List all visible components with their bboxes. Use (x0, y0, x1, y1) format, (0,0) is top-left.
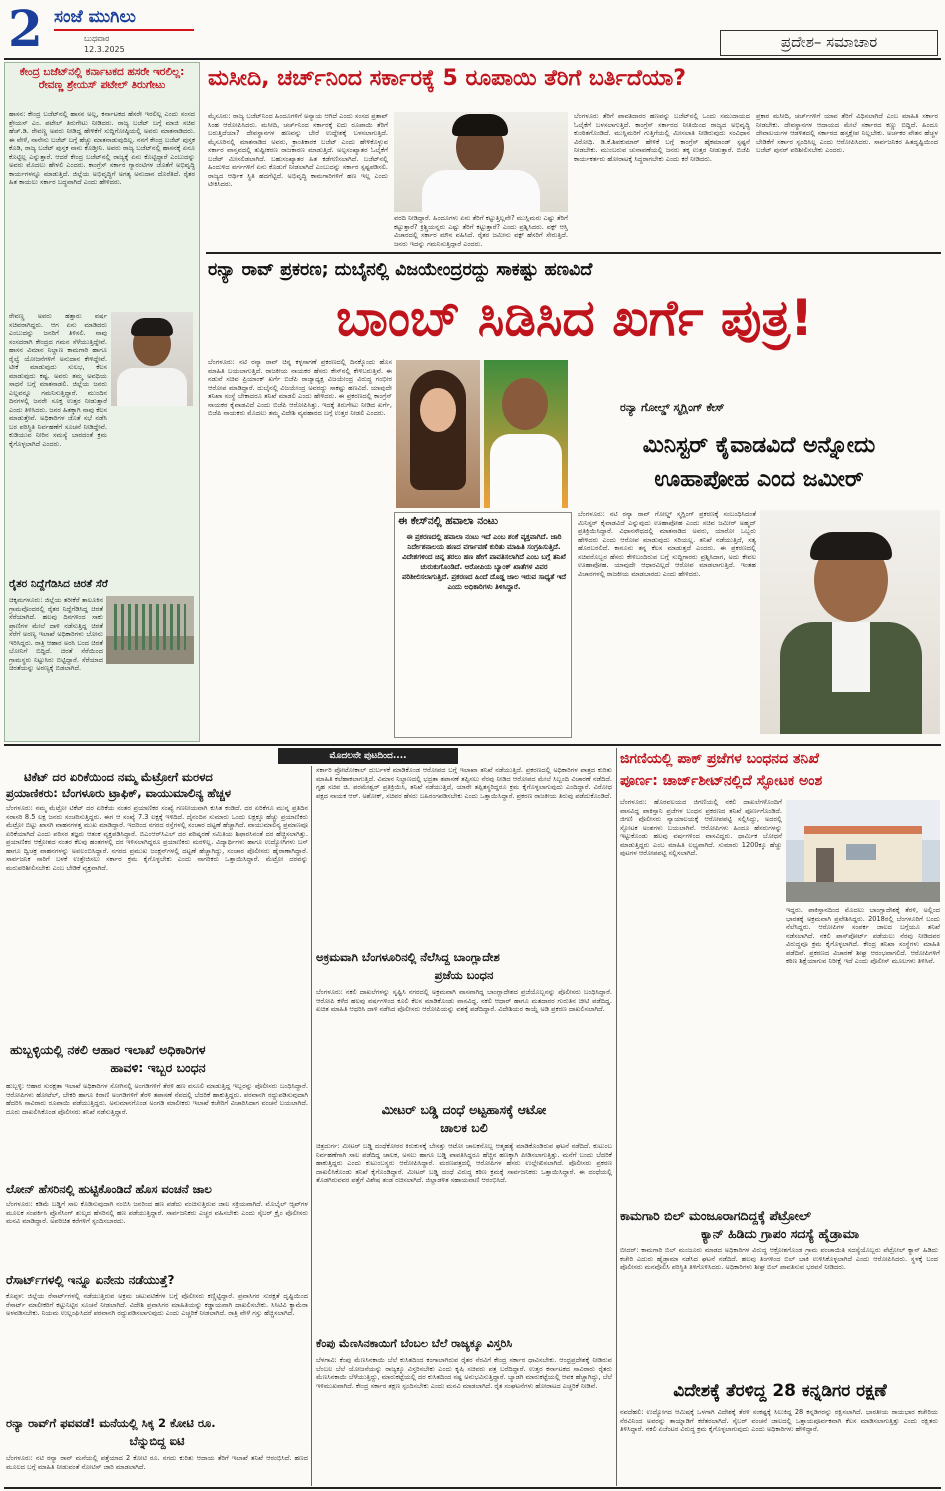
top-story-col-2: ವರದಿ ನೀಡಿದ್ದಾರೆ. ಹಿಂದೂಗಳು ಏನು ತೆರಿಗೆ ಕಟ್ಟುತ್ತಿಲ್ಲವೇ? ಮುಸ್ಲಿಮರು ಎಷ್ಟು ತೆರಿಗೆ ಕಟ್ಟುತ್ತಾರೆ? ಕ್ರಿಶ್ಚಿಯನ್ನರು ಎಷ್ಟು ತೆರಿಗೆ ಕಟ್ಟುತ್ತಾರೆ? ಎಂದು ಪ್ರಶ್ನಿಸಿದರು. ವಕ್ಫ್ ಆಸ್ತಿ ವಿಚಾರದಲ್ಲಿ ಸರ್ಕಾರ ಮೌನ ವಹಿಸಿದೆ. ರೈತರ ಜಮೀನು ವಕ್ಫ್ ಹೆಸರಿಗೆ ಸೇರುತ್ತಿದೆ. ಜನರು ಇದನ್ನು ಗಮನಿಸುತ್ತಿದ್ದಾರೆ ಎಂದರು. (394, 214, 568, 248)
day: ಬುಧವಾರ (84, 34, 110, 43)
page-number: 2 (8, 0, 43, 58)
top-story-col-3: ಬೆಂಗಳೂರು ತೆರಿಗೆ ಪಾವತಿದಾರರ ಹಣವನ್ನು ಬಜೆಟ್‌ನಲ್ಲಿ ಒಂದು ಸಮುದಾಯದ ಓಲೈಕೆಗೆ ಬಳಸಲಾಗುತ್ತಿದೆ. ಕಾಂಗ್ರೆಸ್ ಸರ್ಕಾರದ ನೀತಿಯಿಂದ ರಾಜ್ಯದ ಅಭಿವೃದ್ಧಿ ಕುಂಠಿತಗೊಂಡಿದೆ. ಮುಸ್ಲಿಮರಿಗೆ ಗುತ್ತಿಗೆಯಲ್ಲಿ ಮೀಸಲಾತಿ ನೀಡಿರುವುದು ಸಂವಿಧಾನ ವಿರೋಧಿ. ಡಿ.ಕೆ.ಶಿವಕುಮಾರ್ ಹೇಳಿಕೆ ಬಗ್ಗೆ ಕಾಂಗ್ರೆಸ್ ಹೈಕಮಾಂಡ್ ಸ್ಪಷ್ಟನೆ ನೀಡಬೇಕು. ಮುಂಬರುವ ಚುನಾವಣೆಯಲ್ಲಿ ಜನರು ತಕ್ಕ ಉತ್ತರ ನೀಡುತ್ತಾರೆ. ಬಿಜೆಪಿ ಕಾರ್ಯಕರ್ತರು ಹೋರಾಟಕ್ಕೆ ಸಿದ್ಧರಾಗಬೇಕು ಎಂದು ಕರೆ ನೀಡಿದರು. (574, 112, 750, 163)
zameer-photo (760, 510, 940, 734)
jigani-body: ಬೆಂಗಳೂರು: ಹೊರವಲಯದ ಜಿಗಣಿಯಲ್ಲಿ ನಕಲಿ ದಾಖಲೆಗಳೊಂದಿಗೆ ವಾಸವಿದ್ದ ಪಾಕಿಸ್ತಾನಿ ಪ್ರಜೆಗಳ ಬಂಧನ ಪ್ರಕರಣದ ತನಿಖೆ ಪೂರ್ಣಗೊಂಡಿದೆ. ಜಿಗಣಿ ಪೊಲೀಸರು ನ್ಯಾಯಾಲಯಕ್ಕೆ ಆರೋಪಪಟ್ಟಿ ಸಲ್ಲಿಸಿದ್ದು, ಅದರಲ್ಲಿ ಸ್ಫೋಟಕ ಅಂಶಗಳು ಬಯಲಾಗಿವೆ. ಆರೋಪಿಗಳು ಹಿಂದೂ ಹೆಸರುಗಳನ್ನು ಇಟ್ಟುಕೊಂಡು ಹಲವು ವರ್ಷಗಳಿಂದ ವಾಸವಿದ್ದರು. ಧಾರ್ಮಿಕ ಬೋಧನೆ ಮಾಡುತ್ತಿದ್ದರು ಎಂಬ ಮಾಹಿತಿ ಲಭ್ಯವಾಗಿದೆ. ಸುಮಾರು 1200ಕ್ಕೂ ಹೆಚ್ಚು ಪುಟಗಳ ಆರೋಪಪಟ್ಟಿ ಸಲ್ಲಿಸಲಾಗಿದೆ. (620, 798, 782, 857)
rescue-body: ನವದೆಹಲಿ: ಉದ್ಯೋಗದ ಆಮಿಷಕ್ಕೆ ಒಳಗಾಗಿ ವಿದೇಶಕ್ಕೆ ತೆರಳಿ ಸಂಕಷ್ಟಕ್ಕೆ ಸಿಲುಕಿದ್ದ 28 ಕನ್ನಡಿಗರನ್ನು ರಕ್ಷಿಸಲಾಗಿದೆ. ಭಾರತೀಯ ರಾಯಭಾರ ಕಚೇರಿಯ ನೆರವಿನಿಂದ ಅವರನ್ನು ತಾಯ್ನಾಡಿಗೆ ಕರೆತರಲಾಗಿದೆ. ಸೈಬರ್ ವಂಚನೆ ಜಾಲದಲ್ಲಿ ಒತ್ತಾಯಪೂರ್ವಕವಾಗಿ ಕೆಲಸ ಮಾಡಿಸಲಾಗುತ್ತಿತ್ತು ಎಂದು ರಕ್ಷಿತರು ತಿಳಿಸಿದ್ದಾರೆ. ನಕಲಿ ಏಜೆಂಟರ ವಿರುದ್ಧ ಕ್ರಮ ಕೈಗೊಳ್ಳಲಾಗುವುದು ಎಂದು ಅಧಿಕಾರಿಗಳು ಹೇಳಿದ್ದಾರೆ. (620, 1408, 938, 1433)
main-sub-body: ಬೆಂಗಳೂರು: ನಟಿ ರನ್ಯಾ ರಾವ್ ಗೋಲ್ಡ್ ಸ್ಮಗ್ಲಿಂಗ್ ಪ್ರಕರಣಕ್ಕೆ ಸಂಬಂಧಿಸಿದಂತೆ ಮಿನಿಸ್ಟರ್ ಕೈವಾಡವಿದೆ ಎನ್ನುವುದು ಊಹಾಪೋಹ ಎಂದು ಸಚಿವ ಜಮೀರ್ ಅಹ್ಮದ್ ಪ್ರತಿಕ್ರಿಯಿಸಿದ್ದಾರೆ. ವಿಧಾನಸೌಧದಲ್ಲಿ ಮಾತನಾಡಿದ ಅವರು, ಯಾರೋ ಒಬ್ಬರು ಹೇಳಿದರು ಎಂದು ಆರೋಪ ಮಾಡುವುದು ಸರಿಯಲ್ಲ. ತನಿಖೆ ನಡೆಯುತ್ತಿದೆ, ಸತ್ಯ ಹೊರಬರಲಿದೆ. ಕಾನೂನು ತನ್ನ ಕೆಲಸ ಮಾಡುತ್ತದೆ ಎಂದರು. ಈ ಪ್ರಕರಣದಲ್ಲಿ ಸಚಿವರೊಬ್ಬರ ಹೆಸರು ಕೇಳಿಬಂದಿರುವ ಬಗ್ಗೆ ಸುದ್ದಿಗಾರರು ಪ್ರಶ್ನಿಸಿದಾಗ, ಅದು ಕೇವಲ ಊಹಾಪೋಹ. ಯಾವುದೇ ಆಧಾರವಿಲ್ಲದೆ ಆರೋಪ ಮಾಡಲಾಗುತ್ತಿದೆ. ಇಂತಹ ವಿಚಾರಗಳಲ್ಲಿ ರಾಜಕೀಯ ಮಾಡಬಾರದು ಎಂದು ಹೇಳಿದರು. (578, 510, 756, 578)
petrol-headline-2: ಕ್ಯಾನ್ ಹಿಡಿದು ಗ್ರಾಪಂ ಸದಸ್ಯೆ ಹೈಡ್ರಾಮಾ (700, 1226, 860, 1241)
jigani-headline-1: ಜಿಗಣಿಯಲ್ಲಿ ಪಾಕ್ ಪ್ರಜೆಗಳ ಬಂಧನದ ತನಿಖೆ (620, 751, 819, 767)
auto-headline-2: ಚಾಲಕ ಬಲಿ (440, 1120, 488, 1135)
bottom-rule (4, 1487, 941, 1489)
main-sub-kicker: ರನ್ಯಾ ಗೋಲ್ಡ್ ಸ್ಮಗ್ಲಿಂಗ್ ಕೇಸ್ (620, 401, 725, 414)
hubli-headline-2: ಹಾವಳಿ: ಇಬ್ಬರ ಬಂಧನ (110, 1060, 206, 1075)
masthead-rule (54, 29, 194, 31)
top-rule (4, 58, 941, 60)
loan-body: ಬೆಂಗಳೂರು: ಕಡಿಮೆ ಬಡ್ಡಿಗೆ ಸಾಲ ಕೊಡಿಸುವುದಾಗಿ ನಂಬಿಸಿ ಜನರಿಂದ ಹಣ ಪಡೆದು ವಂಚಿಸುತ್ತಿರುವ ಜಾಲ ಸಕ್ರಿಯವಾಗಿದೆ. ಮೊಬೈಲ್ ಆ್ಯಪ್‌ಗಳ ಮೂಲಕ ಸಂಪರ್ಕಿಸಿ ಪ್ರೊಸೆಸಿಂಗ್ ಶುಲ್ಕದ ಹೆಸರಿನಲ್ಲಿ ಹಣ ಪಡೆಯುತ್ತಿದ್ದಾರೆ. ಸಾರ್ವಜನಿಕರು ಎಚ್ಚರ ವಹಿಸಬೇಕು ಎಂದು ಸೈಬರ್ ಕ್ರೈಂ ಪೊಲೀಸರು ಮನವಿ ಮಾಡಿದ್ದಾರೆ. ಅಪರಿಚಿತ ಕರೆಗಳಿಗೆ ಸ್ಪಂದಿಸಬಾರದು. (6, 1200, 308, 1225)
metro-body: ಬೆಂಗಳೂರು: ನಮ್ಮ ಮೆಟ್ರೋ ಟಿಕೆಟ್ ದರ ಏರಿಕೆಯ ನಂತರ ಪ್ರಯಾಣಿಕರ ಸಂಖ್ಯೆ ಗಣನೀಯವಾಗಿ ಕುಸಿತ ಕಂಡಿದೆ. ದರ ಏರಿಕೆಗೂ ಮುನ್ನ ಪ್ರತಿದಿನ ಸರಾಸರಿ 8.5 ಲಕ್ಷ ಜನರು ಸಂಚರಿಸುತ್ತಿದ್ದರು. ಈಗ ಆ ಸಂಖ್ಯೆ 7.3 ಲಕ್ಷಕ್ಕೆ ಇಳಿದಿದೆ. ದೈನಂದಿನ ಸುಮಾರು ಒಂದು ಲಕ್ಷಕ್ಕೂ ಹೆಚ್ಚು ಪ್ರಯಾಣಿಕರು ಮೆಟ್ರೋ ಬಿಟ್ಟು ಖಾಸಗಿ ವಾಹನಗಳತ್ತ ಮುಖ ಮಾಡಿದ್ದಾರೆ. ಇದರಿಂದ ನಗರದ ರಸ್ತೆಗಳಲ್ಲಿ ಸಂಚಾರ ದಟ್ಟಣೆ ಹೆಚ್ಚಾಗಿದೆ. ವಾಯುಮಾಲಿನ್ಯ ಪ್ರಮಾಣವೂ ಏರಿಕೆಯಾಗಿದೆ ಎಂದು ಪರಿಸರ ತಜ್ಞರು ಆತಂಕ ವ್ಯಕ್ತಪಡಿಸಿದ್ದಾರೆ. ಬಿಎಂಆರ್‌ಸಿಎಲ್ ದರ ಪರಿಷ್ಕರಣೆ ಸಮಿತಿಯ ಶಿಫಾರಸಿನಂತೆ ದರ ಹೆಚ್ಚಿಸಲಾಗಿತ್ತು. ಪ್ರಯಾಣಿಕರ ಆಕ್ರೋಶದ ನಂತರ ಕೆಲವು ಹಂತಗಳಲ್ಲಿ ದರ ಇಳಿಸಲಾಗಿದ್ದರೂ ಪ್ರಯಾಣಿಕರು ಮರಳಿಲ್ಲ. ವಿದ್ಯಾರ್ಥಿಗಳು ಹಾಗೂ ಉದ್ಯೋಗಿಗಳು ಬಸ್ ಹಾಗೂ ದ್ವಿಚಕ್ರ ವಾಹನಗಳನ್ನು ಅವಲಂಬಿಸಿದ್ದಾರೆ. ನಗರದ ಪ್ರಮುಖ ಜಂಕ್ಷನ್‌ಗಳಲ್ಲಿ ದಟ್ಟಣೆ ಹೆಚ್ಚಾಗಿದ್ದು, ಸಂಚಾರ ಪೊಲೀಸರು ಹೈರಾಣಾಗಿದ್ದಾರೆ. ಸಾರ್ವಜನಿಕ ಸಾರಿಗೆ ಬಳಕೆ ಉತ್ತೇಜಿಸಲು ಸರ್ಕಾರ ಕ್ರಮ ಕೈಗೊಳ್ಳಬೇಕು ಎಂದು ನಾಗರಿಕರು ಒತ್ತಾಯಿಸಿದ್ದಾರೆ. ಮೆಟ್ರೋ ದರವನ್ನು ಮರುಪರಿಶೀಲಿಸಬೇಕು ಎಂಬ ಬೇಡಿಕೆ ವ್ಯಕ್ತವಾಗಿದೆ. (6, 804, 308, 872)
hubli-headline-1: ಹುಬ್ಬಳ್ಳಿಯಲ್ಲಿ ನಕಲಿ ಆಹಾರ ಇಲಾಖೆ ಅಧಿಕಾರಿಗಳ (10, 1042, 206, 1057)
chilli-body: ಬೆಳಗಾವಿ: ಕೆಂಪು ಮೆಣಸಿನಕಾಯಿ ಬೆಲೆ ಕುಸಿತದಿಂದ ಕಂಗಾಲಾಗಿರುವ ರೈತರ ನೆರವಿಗೆ ಕೇಂದ್ರ ಸರ್ಕಾರ ಧಾವಿಸಬೇಕು. ಆಂಧ್ರಪ್ರದೇಶಕ್ಕೆ ನೀಡಿರುವ ಬೆಂಬಲ ಬೆಲೆ ಯೋಜನೆಯನ್ನು ರಾಜ್ಯಕ್ಕೂ ವಿಸ್ತರಿಸಬೇಕು ಎಂದು ಕೃಷಿ ಸಚಿವರು ಪತ್ರ ಬರೆದಿದ್ದಾರೆ. ಉತ್ತರ ಕರ್ನಾಟಕದ ಸಾವಿರಾರು ರೈತರು ಮೆಣಸಿನಕಾಯಿ ಬೆಳೆಯುತ್ತಿದ್ದು, ಮಾರುಕಟ್ಟೆಯಲ್ಲಿ ದರ ಕುಸಿತದಿಂದ ನಷ್ಟ ಅನುಭವಿಸುತ್ತಿದ್ದಾರೆ. ಬ್ಯಾಡಗಿ ಮಾರುಕಟ್ಟೆಯಲ್ಲಿ ಆವಕ ಹೆಚ್ಚಾಗಿದ್ದು, ಬೆಲೆ ಇಳಿಮುಖವಾಗಿದೆ. ಕೇಂದ್ರ ಸರ್ಕಾರ ತಕ್ಷಣ ಸ್ಪಂದಿಸಬೇಕು ಎಂದು ಮನವಿ ಮಾಡಲಾಗಿದೆ. ರೈತ ಸಂಘಟನೆಗಳು ಹೋರಾಟದ ಎಚ್ಚರಿಕೆ ನೀಡಿವೆ. (316, 1356, 612, 1390)
bangla-body: ಬೆಂಗಳೂರು: ನಕಲಿ ದಾಖಲೆಗಳನ್ನು ಸೃಷ್ಟಿಸಿ ನಗರದಲ್ಲಿ ಅಕ್ರಮವಾಗಿ ವಾಸವಾಗಿದ್ದ ಬಾಂಗ್ಲಾದೇಶದ ಪ್ರಜೆಯೊಬ್ಬನನ್ನು ಪೊಲೀಸರು ಬಂಧಿಸಿದ್ದಾರೆ. ಆರೋಪಿ ಕಳೆದ ಹಲವು ವರ್ಷಗಳಿಂದ ಕೂಲಿ ಕೆಲಸ ಮಾಡಿಕೊಂಡು ವಾಸವಿದ್ದ. ನಕಲಿ ಆಧಾರ್ ಹಾಗೂ ಮತದಾರರ ಗುರುತಿನ ಚೀಟಿ ಪಡೆದಿದ್ದ. ಖಚಿತ ಮಾಹಿತಿ ಆಧರಿಸಿ ದಾಳಿ ನಡೆಸಿದ ಪೊಲೀಸರು ಆರೋಪಿಯನ್ನು ವಶಕ್ಕೆ ಪಡೆದಿದ್ದಾರೆ. ವಿದೇಶಿಯರ ಕಾಯ್ದೆ ಅಡಿ ಪ್ರಕರಣ ದಾಖಲಿಸಲಾಗಿದೆ. (316, 988, 612, 1013)
leopard-cage-photo (106, 596, 194, 664)
hawala-box-body: ಈ ಪ್ರಕರಣದಲ್ಲಿ ಹವಾಲಾ ನಂಟು ಇದೆ ಎಂಬ ಶಂಕೆ ವ್ಯಕ್ತವಾಗಿದೆ. ಜಾರಿ ನಿರ್ದೇಶನಾಲಯ ಹಣದ ವರ್ಗಾವಣೆ ಕುರಿತು ಮಾಹಿತಿ ಸಂಗ್ರಹಿಸುತ್ತಿದೆ. ವಿದೇಶಗಳಿಂದ ಚಿನ್ನ ತರಲು ಹಣ ಹೇಗೆ ಪಾವತಿಸಲಾಗಿದೆ ಎಂಬ ಬಗ್ಗೆ ತನಿಖೆ ಚುರುಕುಗೊಂಡಿದೆ. ಆರೋಪಿಯ ಬ್ಯಾಂಕ್ ಖಾತೆಗಳ ವಿವರ ಪರಿಶೀಲಿಸಲಾಗುತ್ತಿದೆ. ಪ್ರಕರಣದ ಹಿಂದೆ ದೊಡ್ಡ ಜಾಲ ಇರುವ ಸಾಧ್ಯತೆ ಇದೆ ಎಂದು ಅಧಿಕಾರಿಗಳು ತಿಳಿಸಿದ್ದಾರೆ. (401, 533, 567, 591)
loan-headline: ಲೋನ್ ಹೆಸರಿನಲ್ಲಿ ಹುಟ್ಟಿಕೊಂಡಿದೆ ಹೊಸ ವಂಚನೆ ಜಾಲ (6, 1182, 212, 1196)
resort-headline: ರೆಸಾರ್ಟ್‌ಗಳಲ್ಲಿ ಇನ್ನೂ ಏನೇನು ನಡೆಯುತ್ತೆ? (6, 1273, 175, 1287)
ranya-vijayendra-photo (396, 360, 568, 508)
top-story-rule (206, 252, 941, 254)
auto-headline-1: ಮೀಟರ್ ಬಡ್ಡಿ ದಂಧೆ ಅಟ್ಟಹಾಸಕ್ಕೆ ಆಟೋ (381, 1102, 547, 1117)
main-headline: ಬಾಂಬ್ ಸಿಡಿಸಿದ ಖರ್ಗೆ ಪುತ್ರ! (336, 289, 813, 347)
hubli-body: ಹುಬ್ಬಳ್ಳಿ: ಆಹಾರ ಸುರಕ್ಷತಾ ಇಲಾಖೆ ಅಧಿಕಾರಿಗಳ ಸೋಗಿನಲ್ಲಿ ಅಂಗಡಿಗಳಿಗೆ ತೆರಳಿ ಹಣ ವಸೂಲಿ ಮಾಡುತ್ತಿದ್ದ ಇಬ್ಬರನ್ನು ಪೊಲೀಸರು ಬಂಧಿಸಿದ್ದಾರೆ. ಆರೋಪಿಗಳು ಹೋಟೆಲ್, ಬೇಕರಿ ಹಾಗೂ ಕಿರಾಣಿ ಅಂಗಡಿಗಳಿಗೆ ತೆರಳಿ ತಪಾಸಣೆ ನೆಪದಲ್ಲಿ ಬೆದರಿಕೆ ಹಾಕುತ್ತಿದ್ದರು. ಪರವಾನಗಿ ರದ್ದುಪಡಿಸುವುದಾಗಿ ಹೆದರಿಸಿ ಸಾವಿರಾರು ರೂಪಾಯಿ ಪಡೆಯುತ್ತಿದ್ದರು. ಅನುಮಾನಗೊಂಡ ಅಂಗಡಿ ಮಾಲೀಕರು ಇಲಾಖೆ ಕಚೇರಿಗೆ ವಿಚಾರಿಸಿದಾಗ ವಂಚನೆ ಬಯಲಾಗಿದೆ. ದೂರು ದಾಖಲಿಸಿಕೊಂಡ ಪೊಲೀಸರು ತನಿಖೆ ನಡೆಸುತ್ತಿದ್ದಾರೆ. (6, 1082, 308, 1116)
top-story-col-1: ಮೈಸೂರು: ರಾಜ್ಯ ಬಜೆಟ್‌ನಿಂದ ಹಿಂದೂಗಳಿಗೆ ಅನ್ಯಾಯ ಆಗಿದೆ ಎಂದು ಸಂಸದ ಪ್ರತಾಪ್ ಸಿಂಹ ಆರೋಪಿಸಿದರು. ಮಸೀದಿ, ಚರ್ಚ್‌ನಿಂದ ಸರ್ಕಾರಕ್ಕೆ ಐದು ರೂಪಾಯಿ ತೆರಿಗೆ ಬರುತ್ತಿದೆಯಾ? ದೇವಸ್ಥಾನಗಳ ಹಣವನ್ನು ಬೇರೆ ಉದ್ದೇಶಕ್ಕೆ ಬಳಸಲಾಗುತ್ತಿದೆ. ಮೈಸೂರಿನಲ್ಲಿ ಮಾತನಾಡಿದ ಅವರು, ಕ್ರಾಂತಿಕಾರಕ ಬಜೆಟ್ ಎಂದು ಹೇಳಿಕೊಳ್ಳುವ ಸರ್ಕಾರ ವಾಸ್ತವದಲ್ಲಿ ತುಷ್ಟೀಕರಣ ರಾಜಕಾರಣ ಮಾಡುತ್ತಿದೆ. ಅಲ್ಪಸಂಖ್ಯಾತರ ಓಲೈಕೆಗೆ ಬಜೆಟ್ ಮೀಸಲಿಡಲಾಗಿದೆ. ಬಹುಸಂಖ್ಯಾತರ ಹಿತ ಕಡೆಗಣಿಸಲಾಗಿದೆ. ಬಜೆಟ್‌ನಲ್ಲಿ ಹಿಂದುಳಿದ ವರ್ಗಗಳಿಗೆ ಏನು ಕೊಡುಗೆ ನೀಡಲಾಗಿದೆ ಎಂಬುದನ್ನು ಸರ್ಕಾರ ಸ್ಪಷ್ಟಪಡಿಸಲಿ. ರಾಜ್ಯದ ಆರ್ಥಿಕ ಸ್ಥಿತಿ ಹದಗೆಟ್ಟಿದೆ. ಅಭಿವೃದ್ಧಿ ಕಾಮಗಾರಿಗಳಿಗೆ ಹಣ ಇಲ್ಲ ಎಂದು ಟೀಕಿಸಿದರು. (208, 112, 388, 188)
top-story-col-4: ಪ್ರಕಾರ ಮಸೀದಿ, ಚರ್ಚ್‌ಗಳಿಗೆ ಯಾವ ತೆರಿಗೆ ವಿಧಿಸಲಾಗಿದೆ ಎಂಬ ಮಾಹಿತಿ ಸರ್ಕಾರ ನೀಡಬೇಕು. ದೇವಸ್ಥಾನಗಳ ಆದಾಯದ ಮೇಲೆ ಸರ್ಕಾರದ ಕಣ್ಣು ಬಿದ್ದಿದೆ. ಹಿಂದೂ ದೇವಾಲಯಗಳ ಆಡಳಿತದಲ್ಲಿ ಸರ್ಕಾರದ ಹಸ್ತಕ್ಷೇಪ ನಿಲ್ಲಬೇಕು. ಅರ್ಚಕರ ವೇತನ ಹೆಚ್ಚಳ ಬೇಡಿಕೆಗೆ ಸರ್ಕಾರ ಸ್ಪಂದಿಸಿಲ್ಲ ಎಂದು ಆರೋಪಿಸಿದರು. ಸಾರ್ವಜನಿಕರ ಹಿತದೃಷ್ಟಿಯಿಂದ ಬಜೆಟ್ ಪುನರ್ ಪರಿಶೀಲಿಸಬೇಕು ಎಂದರು. (756, 112, 938, 154)
left-headline: ಕೇಂದ್ರ ಬಜೆಟ್‌ನಲ್ಲಿ ಕರ್ನಾಟಕದ ಹಸರೇ ಇರಲಿಲ್ಲ: ರೇವಣ್ಣ ಶ್ರೇಯಸ್ ಪಟೇಲ್ ತಿರುಗೇಟು (19, 66, 185, 91)
main-kicker: ರನ್ಯಾ ರಾವ್ ಪ್ರಕರಣ; ದುಬೈನಲ್ಲಿ ವಿಜಯೇಂದ್ರರದ್ದು ಸಾಕಷ್ಟು ಹಣವಿದೆ (208, 260, 593, 280)
bangla-headline-1: ಅಕ್ರಮವಾಗಿ ಬೆಂಗಳೂರಿನಲ್ಲಿ ನೆಲೆಸಿದ್ದ ಬಾಂಗ್ಲಾದೇಶ (316, 950, 500, 964)
jigani-body-3 (620, 1026, 782, 1206)
resort-body: ಕೊಪ್ಪಳ: ಜಿಲ್ಲೆಯ ರೆಸಾರ್ಟ್‌ಗಳಲ್ಲಿ ನಡೆಯುತ್ತಿರುವ ಅಕ್ರಮ ಚಟುವಟಿಕೆಗಳ ಬಗ್ಗೆ ಪೊಲೀಸರು ಕಣ್ಣಿಟ್ಟಿದ್ದಾರೆ. ಪ್ರವಾಸಿಗರ ಸುರಕ್ಷತೆ ದೃಷ್ಟಿಯಿಂದ ರೆಸಾರ್ಟ್ ಮಾಲೀಕರಿಗೆ ಕಟ್ಟುನಿಟ್ಟಿನ ಸೂಚನೆ ನೀಡಲಾಗಿದೆ. ವಿದೇಶಿ ಪ್ರವಾಸಿಗರ ಮಾಹಿತಿಯನ್ನು ಕಡ್ಡಾಯವಾಗಿ ದಾಖಲಿಸಬೇಕು. ಸಿಸಿಟಿವಿ ಕ್ಯಾಮೆರಾ ಅಳವಡಿಸಬೇಕು. ನಿಯಮ ಉಲ್ಲಂಘಿಸಿದರೆ ಪರವಾನಗಿ ರದ್ದುಪಡಿಸಲಾಗುವುದು ಎಂದು ಎಚ್ಚರಿಕೆ ನೀಡಲಾಗಿದೆ. ರಾತ್ರಿ ವೇಳೆ ಗಸ್ತು ಹೆಚ್ಚಿಸಲಾಗಿದೆ. (6, 1292, 308, 1317)
bangla-headline-2: ಪ್ರಜೆಯ ಬಂಧನ (434, 968, 494, 982)
left-body-2b (9, 410, 195, 572)
continued-label: ಮೊದಲನೇ ಪುಟದಿಂದ.... (278, 748, 458, 764)
main-sub-headline-2: ಊಹಾಪೋಹ ಎಂದ ಜಮೀರ್ (654, 467, 864, 492)
section-label: ಪ್ರದೇಶ– ಸಮಾಚಾರ (720, 30, 938, 56)
middle-top-body: ಸರ್ಕಾರಿ ಪ್ರೋಟೋಕಾಲ್ ದುರ್ಬಳಕೆ ಮಾಡಿಕೊಂಡ ಆರೋಪದ ಬಗ್ಗೆ ಇಲಾಖಾ ತನಿಖೆ ನಡೆಯುತ್ತಿದೆ. ಪ್ರಕರಣದಲ್ಲಿ ಅಧಿಕಾರಿಗಳ ಪಾತ್ರದ ಕುರಿತು ಮಾಹಿತಿ ಕಲೆಹಾಕಲಾಗುತ್ತಿದೆ. ವಿಮಾನ ನಿಲ್ದಾಣದಲ್ಲಿ ಭದ್ರತಾ ತಪಾಸಣೆ ತಪ್ಪಿಸಲು ನೆರವು ನೀಡಿದ ಆರೋಪದ ಮೇಲೆ ಸಿಬ್ಬಂದಿ ವಿಚಾರಣೆ ನಡೆದಿದೆ. ಗೃಹ ಸಚಿವ ಜಿ. ಪರಮೇಶ್ವರ್ ಪ್ರತಿಕ್ರಿಯಿಸಿ, ತನಿಖೆ ನಡೆಯುತ್ತಿದೆ, ಯಾರೇ ತಪ್ಪಿತಸ್ಥರಿದ್ದರೂ ಕ್ರಮ ಕೈಗೊಳ್ಳಲಾಗುವುದು ಎಂದಿದ್ದಾರೆ. ವಿರೋಧ ಪಕ್ಷದ ನಾಯಕ ಆರ್. ಅಶೋಕ್, ಸಚಿವರ ಹೆಸರು ಬಹಿರಂಗಪಡಿಸಬೇಕು ಎಂದು ಒತ್ತಾಯಿಸಿದ್ದಾರೆ. ಪ್ರಕರಣ ರಾಜಕೀಯ ತಿರುವು ಪಡೆದುಕೊಂಡಿದೆ. (316, 766, 612, 800)
left-body-3: ಚಿಕ್ಕಮಗಳೂರು: ಜಿಲ್ಲೆಯ ತರೀಕೆರೆ ತಾಲೂಕಿನ ಗ್ರಾಮವೊಂದರಲ್ಲಿ ರೈತರ ನಿದ್ದೆಗೆಡಿಸಿದ್ದ ಚಿರತೆ ಸೆರೆಯಾಗಿದೆ. ಹಲವು ದಿನಗಳಿಂದ ಸಾಕು ಪ್ರಾಣಿಗಳ ಮೇಲೆ ದಾಳಿ ನಡೆಸುತ್ತಿದ್ದ ಚಿರತೆ ಸೆರೆಗೆ ಅರಣ್ಯ ಇಲಾಖೆ ಅಧಿಕಾರಿಗಳು ಬೋನು ಇರಿಸಿದ್ದರು. ರಾತ್ರಿ ಆಹಾರ ಅರಸಿ ಬಂದ ಚಿರತೆ ಬೋನಿಗೆ ಬಿದ್ದಿದೆ. ಚಿರತೆ ಸೆರೆಯಿಂದ ಗ್ರಾಮಸ್ಥರು ನಿಟ್ಟುಸಿರು ಬಿಟ್ಟಿದ್ದಾರೆ. ಸೆರೆಯಾದ ಚಿರತೆಯನ್ನು ಅರಣ್ಯಕ್ಕೆ ಬಿಡಲಾಗಿದೆ. (9, 596, 103, 672)
paper-name: ಸಂಜೆ ಮುಗಿಲು (54, 7, 136, 27)
left-body-1: ಹಾಸನ: ಕೇಂದ್ರ ಬಜೆಟ್‌ನಲ್ಲಿ ಹಾಸನ ಅಲ್ಲ, ಕರ್ನಾಟಕದ ಹೆಸರೇ ಇರಲಿಲ್ಲ ಎಂದು ಸಂಸದ ಶ್ರೇಯಸ್ ಎಂ. ಪಟೇಲ್ ತಿರುಗೇಟು ನೀಡಿದರು. ರಾಜ್ಯ ಬಜೆಟ್ ಬಗ್ಗೆ ಮಾಜಿ ಸಚಿವ ಹೆಚ್.ಡಿ. ರೇವಣ್ಣ ಅವರು ನೀಡಿದ್ದ ಹೇಳಿಕೆಗೆ ಸುದ್ದಿಗೋಷ್ಠಿಯಲ್ಲಿ ಅವರು ಮಾತನಾಡಿದರು. ಈ ವೇಳೆ, ನಾನೇನು ಬಜೆಟ್ ಬಗ್ಗೆ ಹೆಚ್ಚು ಮಾತನಾಡುವುದಿಲ್ಲ. ನನಗೆ ಕೇಂದ್ರ ಬಜೆಟ್ ಪುಸ್ತಕ ಕೊಡಿ, ರಾಜ್ಯ ಬಜೆಟ್ ಪುಸ್ತಕ ನಾನು ಕೊಡ್ತೀನಿ. ಅವರು ರಾಜ್ಯ ಬಜೆಟ್‌ನಲ್ಲಿ ಹಾಸನಕ್ಕೆ ಏನೂ ಕೊಟ್ಟಿಲ್ಲ ಎನ್ನುತ್ತಾರೆ. ಆದರೆ ಕೇಂದ್ರ ಬಜೆಟ್‌ನಲ್ಲಿ ರಾಜ್ಯಕ್ಕೆ ಏನು ಕೊಟ್ಟಿದ್ದಾರೆ ಎಂಬುದನ್ನು ಅವರು ಮೊದಲು ಹೇಳಲಿ ಎಂದರು. ಕಾಂಗ್ರೆಸ್ ಸರ್ಕಾರ ಗ್ಯಾರಂಟಿಗಳ ಜೊತೆಗೆ ಅಭಿವೃದ್ಧಿ ಕಾರ್ಯಗಳನ್ನೂ ಮಾಡುತ್ತಿದೆ. ಜಿಲ್ಲೆಯ ಅಭಿವೃದ್ಧಿಗೆ ಅಗತ್ಯ ಅನುದಾನ ದೊರೆತಿದೆ. ರೈತರ ಹಿತ ಕಾಯಲು ಸರ್ಕಾರ ಬದ್ಧವಾಗಿದೆ ಎಂದು ಹೇಳಿದರು. (9, 110, 195, 186)
vrule-left (311, 766, 312, 1486)
left-body-2: ರೇವಣ್ಣ ಅವರು ಹತ್ತಾರು ವರ್ಷ ಸಚಿವರಾಗಿದ್ದರು. ಆಗ ಏನು ಮಾಡಿದರು ಎಂಬುದನ್ನು ಜನರಿಗೆ ತಿಳಿಸಲಿ. ನಾವು ಸಂಸದರಾಗಿ ಕೇಂದ್ರದ ಗಮನ ಸೆಳೆಯುತ್ತಿದ್ದೇವೆ. ಹಾಸನ ವಿಮಾನ ನಿಲ್ದಾಣ ಕಾಮಗಾರಿ ಹಾಗೂ ರೈಲ್ವೆ ಯೋಜನೆಗಳಿಗೆ ಅನುದಾನ ಕೇಳಿದ್ದೇವೆ. ಟೀಕೆ ಮಾಡುವುದು ಸುಲಭ, ಕೆಲಸ ಮಾಡುವುದು ಕಷ್ಟ. ಅವರು ತಮ್ಮ ಅವಧಿಯ ಸಾಧನೆ ಬಗ್ಗೆ ಮಾತನಾಡಲಿ. ಜಿಲ್ಲೆಯ ಜನರು ಎಲ್ಲವನ್ನೂ ಗಮನಿಸುತ್ತಿದ್ದಾರೆ. ಮುಂದಿನ ದಿನಗಳಲ್ಲಿ ಜನರೇ ಸೂಕ್ತ ಉತ್ತರ ನೀಡುತ್ತಾರೆ ಎಂದು ತಿಳಿಸಿದರು. ಜನರ ಹಿತಕ್ಕಾಗಿ ನಾವು ಕೆಲಸ ಮಾಡುತ್ತೇವೆ. ಅಧಿಕಾರಿಗಳ ಜೊತೆ ಸಭೆ ನಡೆಸಿ ಬರ ಪರಿಸ್ಥಿತಿ ನಿರ್ವಹಣೆಗೆ ಸೂಚನೆ ನೀಡಿದ್ದೇವೆ. ಕುಡಿಯುವ ನೀರಿನ ಸಮಸ್ಯೆ ಬಾರದಂತೆ ಕ್ರಮ ಕೈಗೊಳ್ಳಲಾಗಿದೆ ಎಂದರು. (9, 312, 107, 448)
jigani-headline-2: ಪೂರ್ಣ: ಚಾರ್ಜ್‌ಶೀಟ್‌ನಲ್ಲಿದೆ ಸ್ಫೋಟಕ ಅಂಶ (620, 773, 823, 789)
ranya-home-body: ಬೆಂಗಳೂರು: ನಟಿ ರನ್ಯಾ ರಾವ್ ಮನೆಯಲ್ಲಿ ಪತ್ತೆಯಾದ 2 ಕೋಟಿ ರೂ. ನಗದು ಕುರಿತು ಆದಾಯ ತೆರಿಗೆ ಇಲಾಖೆ ತನಿಖೆ ಆರಂಭಿಸಿದೆ. ಹಣದ ಮೂಲದ ಬಗ್ಗೆ ಮಾಹಿತಿ ನೀಡುವಂತೆ ನೋಟಿಸ್ ಜಾರಿ ಮಾಡಲಾಗಿದೆ. (6, 1454, 308, 1471)
mid-rule (4, 744, 941, 746)
auto-body: ಚಿತ್ರದುರ್ಗ: ಮೀಟರ್ ಬಡ್ಡಿ ದಂಧೆಕೋರರ ಕಿರುಕುಳಕ್ಕೆ ಬೇಸತ್ತು ಆಟೋ ಚಾಲಕನೊಬ್ಬ ಆತ್ಮಹತ್ಯೆ ಮಾಡಿಕೊಂಡಿರುವ ಘಟನೆ ನಡೆದಿದೆ. ಕುಟುಂಬ ನಿರ್ವಹಣೆಗಾಗಿ ಸಾಲ ಪಡೆದಿದ್ದ ಚಾಲಕ, ಅಸಲು ಹಾಗೂ ಬಡ್ಡಿ ಪಾವತಿಸಿದ್ದರೂ ಹೆಚ್ಚಿನ ಹಣಕ್ಕಾಗಿ ಪೀಡಿಸಲಾಗುತ್ತಿತ್ತು. ಮನೆಗೆ ಬಂದು ಬೆದರಿಕೆ ಹಾಕುತ್ತಿದ್ದರು ಎಂದು ಕುಟುಂಬಸ್ಥರು ಆರೋಪಿಸಿದ್ದಾರೆ. ಮರಣಪತ್ರದಲ್ಲಿ ಆರೋಪಿಗಳ ಹೆಸರು ಉಲ್ಲೇಖಿಸಲಾಗಿದೆ. ಪೊಲೀಸರು ಪ್ರಕರಣ ದಾಖಲಿಸಿಕೊಂಡು ತನಿಖೆ ಕೈಗೊಂಡಿದ್ದಾರೆ. ಮೀಟರ್ ಬಡ್ಡಿ ದಂಧೆ ವಿರುದ್ಧ ಕಠಿಣ ಕ್ರಮಕ್ಕೆ ಸಾರ್ವಜನಿಕರು ಒತ್ತಾಯಿಸಿದ್ದಾರೆ. ಈ ದಂಧೆಯಲ್ಲಿ ತೊಡಗಿರುವವರ ಪತ್ತೆಗೆ ವಿಶೇಷ ತಂಡ ರಚಿಸಲಾಗಿದೆ. ಜಿಲ್ಲಾಡಳಿತ ಸಹಾಯವಾಣಿ ಆರಂಭಿಸಿದೆ. (316, 1142, 612, 1184)
chilli-headline: ಕೆಂಪು ಮೆಣಸಿನಕಾಯಿಗೆ ಬೆಂಬಲ ಬೆಲೆ ರಾಜ್ಯಕ್ಕೂ ವಿಸ್ತರಿಸಿ (316, 1337, 513, 1350)
hawala-box-title: ಈ ಕೇಸ್‌ನಲ್ಲಿ ಹವಾಲಾ ನಂಟು (398, 515, 498, 527)
revanna-photo (111, 312, 193, 406)
ranya-home-headline-1: ರನ್ಯಾ ರಾವ್‌ಗೆ ಫವವಡೆ! ಮನೆಯಲ್ಲಿ ಸಿಕ್ಕ 2 ಕೋಟಿ ರೂ. (6, 1416, 216, 1430)
metro-headline-1: ಟಿಕೆಟ್ ದರ ಏರಿಕೆಯಿಂದ ನಮ್ಮ ಮೆಟ್ರೋಗೆ ಮರಳದ (24, 770, 213, 784)
main-sub-headline-1: ಮಿನಿಸ್ಟರ್ ಕೈವಾಡವಿದೆ ಅನ್ನೋದು (642, 433, 876, 458)
ranya-home-headline-2: ಬೆನ್ನುಬಿದ್ದ ಐಟಿ (129, 1434, 185, 1448)
pratap-simha-photo (394, 112, 568, 212)
left-subhead: ರೈತರ ನಿದ್ದೆಗೆಡಿಸಿದ ಚಿರತೆ ಸೆರೆ (9, 578, 108, 590)
vrule-right (616, 748, 617, 1486)
rescue-headline: ವಿದೇಶಕ್ಕೆ ತೆರಳಿದ್ದ 28 ಕನ್ನಡಿಗರ ರಕ್ಷಣೆ (673, 1381, 887, 1401)
jigani-building-photo (786, 800, 940, 902)
metro-headline-2: ಪ್ರಯಾಣಿಕರು: ಬೆಂಗಳೂರು ಟ್ರಾಫಿಕ್, ವಾಯುಮಾಲಿನ್ಯ ಹೆಚ್ಚಳ (6, 786, 231, 800)
masthead (4, 0, 200, 58)
jigani-body-2: ಇದ್ದರು. ಪಾಕಿಸ್ತಾನದಿಂದ ಮೊದಲು ಬಾಂಗ್ಲಾದೇಶಕ್ಕೆ ತೆರಳಿ, ಅಲ್ಲಿಂದ ಭಾರತಕ್ಕೆ ಅಕ್ರಮವಾಗಿ ಪ್ರವೇಶಿಸಿದ್ದರು. 2018ರಲ್ಲಿ ಬೆಂಗಳೂರಿಗೆ ಬಂದು ನೆಲೆಸಿದ್ದರು. ಆರೋಪಿಗಳ ಸಂಪರ್ಕ ಜಾಲದ ಬಗ್ಗೆಯೂ ತನಿಖೆ ನಡೆಸಲಾಗಿದೆ. ನಕಲಿ ಪಾಸ್‌ಪೋರ್ಟ್ ಪಡೆಯಲು ನೆರವು ನೀಡಿದವರ ವಿರುದ್ಧವೂ ಕ್ರಮ ಕೈಗೊಳ್ಳಲಾಗಿದೆ. ಕೇಂದ್ರ ತನಿಖಾ ಸಂಸ್ಥೆಗಳು ಮಾಹಿತಿ ಪಡೆದಿವೆ. ಪ್ರಕರಣದ ವಿಚಾರಣೆ ಶೀಘ್ರ ಆರಂಭವಾಗಲಿದೆ. ಆರೋಪಿಗಳಿಗೆ ಕಠಿಣ ಶಿಕ್ಷೆಯಾಗುವ ನಿರೀಕ್ಷೆ ಇದೆ ಎಂದು ಪೊಲೀಸ್ ಮೂಲಗಳು ತಿಳಿಸಿವೆ. (786, 906, 940, 965)
date: 12.3.2025 (84, 45, 125, 54)
top-story-headline: ಮಸೀದಿ, ಚರ್ಚ್‌ನಿಂದ ಸರ್ಕಾರಕ್ಕೆ 5 ರೂಪಾಯಿ ತೆರಿಗೆ ಬರ್ತಿದೆಯಾ? (208, 66, 687, 91)
main-body-1: ಬೆಂಗಳೂರು: ನಟಿ ರನ್ಯಾ ರಾವ್ ಚಿನ್ನ ಕಳ್ಳಸಾಗಣೆ ಪ್ರಕರಣದಲ್ಲಿ ದಿನಕ್ಕೊಂದು ಹೊಸ ಮಾಹಿತಿ ಬಯಲಾಗುತ್ತಿದೆ. ರಾಜಕೀಯ ನಾಯಕರ ಹೆಸರು ಕೇಸ್‌ನಲ್ಲಿ ಕೇಳಿಬರುತ್ತಿವೆ. ಈ ನಡುವೆ ಸಚಿವ ಪ್ರಿಯಾಂಕ್ ಖರ್ಗೆ ಬಿಜೆಪಿ ರಾಜ್ಯಾಧ್ಯಕ್ಷ ವಿಜಯೇಂದ್ರ ವಿರುದ್ಧ ಗಂಭೀರ ಆರೋಪ ಮಾಡಿದ್ದಾರೆ. ದುಬೈನಲ್ಲಿ ವಿಜಯೇಂದ್ರ ಅವರದ್ದು ಸಾಕಷ್ಟು ಹಣವಿದೆ. ಯಾವುದೇ ತನಿಖಾ ಸಂಸ್ಥೆ ಬೇಕಾದರೂ ತನಿಖೆ ಮಾಡಲಿ ಎಂದು ಹೇಳಿದರು. ಈ ಪ್ರಕರಣದಲ್ಲಿ ಕಾಂಗ್ರೆಸ್ ನಾಯಕರ ಕೈವಾಡವಿದೆ ಎಂದು ಬಿಜೆಪಿ ಆರೋಪಿಸಿತ್ತು. ಇದಕ್ಕೆ ತಿರುಗೇಟು ನೀಡಿದ ಖರ್ಗೆ, ಬಿಜೆಪಿ ನಾಯಕರು ಮೊದಲು ತಮ್ಮ ವಿದೇಶಿ ವ್ಯವಹಾರದ ಬಗ್ಗೆ ಉತ್ತರ ನೀಡಲಿ ಎಂದರು. (208, 358, 392, 417)
petrol-body: ಬೀದರ್: ಕಾಮಗಾರಿ ಬಿಲ್ ಮಂಜೂರು ಮಾಡದ ಅಧಿಕಾರಿಗಳ ವಿರುದ್ಧ ಆಕ್ರೋಶಗೊಂಡ ಗ್ರಾಮ ಪಂಚಾಯಿತಿ ಸದಸ್ಯೆಯೊಬ್ಬರು ಪೆಟ್ರೋಲ್ ಕ್ಯಾನ್ ಹಿಡಿದು ಕಚೇರಿ ಎದುರು ಹೈಡ್ರಾಮಾ ನಡೆಸಿದ ಘಟನೆ ನಡೆದಿದೆ. ಹಲವು ತಿಂಗಳಿಂದ ಬಿಲ್ ಬಾಕಿ ಉಳಿಸಿಕೊಳ್ಳಲಾಗಿದೆ ಎಂದು ಆರೋಪಿಸಿದರು. ಸ್ಥಳಕ್ಕೆ ಬಂದ ಪೊಲೀಸರು ಮನವೊಲಿಸಿ ಪರಿಸ್ಥಿತಿ ತಿಳಿಗೊಳಿಸಿದರು. ಅಧಿಕಾರಿಗಳು ಶೀಘ್ರ ಬಿಲ್ ಪಾವತಿಸುವ ಭರವಸೆ ನೀಡಿದರು. (620, 1246, 938, 1271)
petrol-headline-1: ಕಾಮಗಾರಿ ಬಿಲ್ ಮಂಜೂರಾಗದಿದ್ದಕ್ಕೆ ಪೆಟ್ರೋಲ್ (620, 1208, 811, 1223)
